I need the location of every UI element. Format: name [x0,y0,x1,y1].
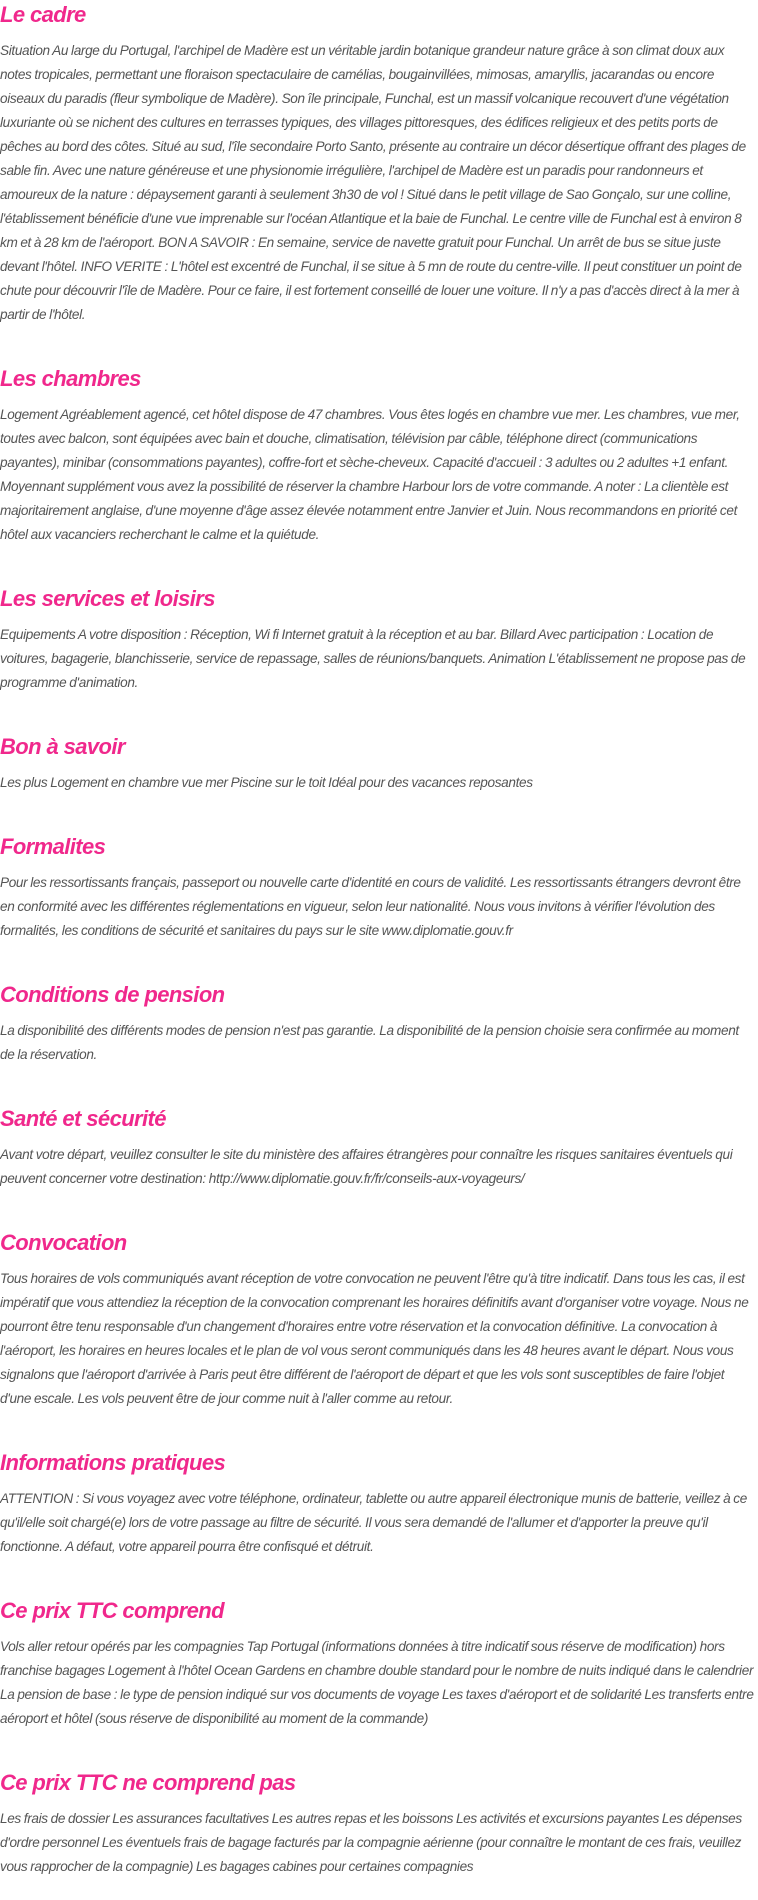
section-body: Equipements A votre disposition : Réception, Wi fi Internet gratuit à la réception et au bar. Billard Avec participation : Location de voitures, bagagerie, blanchisserie, service de repassage, salles de réunions/banquets. Animation L'établissement ne propose pas de programme d'animation. [0,627,746,690]
section-title: Les chambres [0,366,141,391]
section-formalites [0,833,756,943]
section-le-cadre [0,0,756,327]
section-body: Logement Agréablement agencé, cet hôtel dispose de 47 chambres. Vous êtes logés en chambre vue mer. Les chambres, vue mer, toutes avec balcon, sont équipées avec bain et douche, climatisation, télévision par câble, téléphone direct (communications payantes), minibar (consommations payantes), coffre-fort et sèche-cheveux. Capacité d'accueil : 3 adultes ou 2 adultes +1 enfant. Moyennant supplément vous avez la possibilité de réserver la chambre Harbour lors de votre commande. A noter : La clientèle est majoritairement anglaise, d'une moyenne d'âge assez élevée notamment entre Janvier et Juin. Nous recommandons en priorité cet hôtel aux vacanciers recherchant le calme et la quiétude. [0,407,740,542]
section-body: Tous horaires de vols communiqués avant réception de votre convocation ne peuvent l'être qu'à titre indicatif. Dans tous les cas, il est impératif que vous attendiez la réception de la convocation comprenant les horaires définitifs avant d'organiser votre voyage. Nous ne pourront être tenu responsable d'un changement d'horaires entre votre réservation et la convocation définitive. La convocation à l'aéroport, les horaires en heures locales et le plan de vol vous seront communiqués dans les 48 heures avant le départ. Nous vous signalons que l'aéroport d'arrivée à Paris peut être différent de l'aéroport de départ et que les vols sont susceptibles de faire l'objet d'une escale. Les vols peuvent être de jour comme nuit à l'aller comme au retour. [0,1271,749,1406]
section-title: Convocation [0,1230,127,1255]
section-title: Formalites [0,834,106,859]
section-title: Ce prix TTC comprend [0,1598,224,1623]
section-services-loisirs [0,585,756,695]
section-title: Conditions de pension [0,982,225,1007]
section-sante-securite [0,1105,756,1191]
section-body: La disponibilité des différents modes de pension n'est pas garantie. La disponibilité de la pension choisie sera confirmée au moment de la réservation. [0,1023,739,1062]
section-body: Pour les ressortissants français, passeport ou nouvelle carte d'identité en cours de validité. Les ressortissants étrangers devront être en conformité avec les différentes réglementations en vigueur, selon leur nationalité. Nous vous invitons à vérifier l'évolution des formalités, les conditions de sécurité et sanitaires du pays sur le site www.diplomatie.gouv.fr [0,875,741,938]
section-informations-pratiques [0,1449,756,1559]
section-title: Bon à savoir [0,734,125,759]
section-conditions-pension [0,981,756,1067]
section-title: Le cadre [0,2,86,27]
section-bon-a-savoir [0,733,756,795]
section-body: Les frais de dossier Les assurances facultatives Les autres repas et les boissons Les activités et excursions payantes Les dépenses d'ordre personnel Les éventuels frais de bagage facturés par la compagnie aérienne (pour connaître le montant de ces frais, veuillez vous rapprocher de la compagnie) Les bagages cabines pour certaines compagnies [0,1811,742,1874]
section-title: Informations pratiques [0,1450,226,1475]
section-body: Avant votre départ, veuillez consulter le site du ministère des affaires étrangères pour connaître les risques sanitaires éventuels qui peuvent concerner votre destination: http://www.diplomatie.gouv.fr/fr/conseils-aux-voyageurs/ [0,1147,733,1186]
section-les-chambres [0,365,756,547]
section-prix-comprend [0,1597,756,1731]
section-prix-ne-comprend-pas [0,1769,756,1879]
section-convocation [0,1229,756,1411]
section-body: Vols aller retour opérés par les compagnies Tap Portugal (informations données à titre indicatif sous réserve de modification) hors franchise bagages Logement à l'hôtel Ocean Gardens en chambre double standard pour le nombre de nuits indiqué dans le calendrier La pension de base : le type de pension indiqué sur vos documents de voyage Les taxes d'aéroport et de solidarité Les transferts entre aéroport et hôtel (sous réserve de disponibilité au moment de la commande) [0,1639,754,1726]
section-title: Les services et loisirs [0,586,215,611]
section-body: Situation Au large du Portugal, l'archipel de Madère est un véritable jardin botanique grandeur nature grâce à son climat doux aux notes tropicales, permettant une floraison spectaculaire de camélias, bougainvillées, mimosas, amaryllis, jacarandas ou encore oiseaux du paradis (fleur symbolique de Madère). Son île principale, Funchal, est un massif volcanique recouvert d'une végétation luxuriante où se nichent des cultures en terrasses typiques, des villages pittoresques, des édifices religieux et des petits ports de pêches au bord des côtes. Situé au sud, l'île secondaire Porto Santo, présente au contraire un décor désertique offrant des plages de sable fin. Avec une nature généreuse et une physionomie irrégulière, l'archipel de Madère est un paradis pour randonneurs et amoureux de la nature : dépaysement garanti à seulement 3h30 de vol ! Situé dans le petit village de Sao Gonçalo, sur une colline, l'établissement bénéficie d'une vue imprenable sur l'océan Atlantique et la baie de Funchal. Le centre ville de Funchal est à environ 8 km et à 28 km de l'aéroport. BON A SAVOIR : En semaine, service de navette gratuit pour Funchal. Un arrêt de bus se situe juste devant l'hôtel. INFO VERITE : L'hôtel est excentré de Funchal, il se situe à 5 mn de route du centre-ville. Il peut constituer un point de chute pour découvrir l'île de Madère. Pour ce faire, il est fortement conseillé de louer une voiture. Il n'y a pas d'accès direct à la mer à partir de l'hôtel. [0,43,746,322]
section-title: Ce prix TTC ne comprend pas [0,1770,296,1795]
section-body: Les plus Logement en chambre vue mer Piscine sur le toit Idéal pour des vacances reposantes [0,775,533,790]
section-body: ATTENTION : Si vous voyagez avec votre téléphone, ordinateur, tablette ou autre appareil électronique munis de batterie, veillez à ce qu'il/elle soit chargé(e) lors de votre passage au filtre de sécurité. Il vous sera demandé de l'allumer et d'apporter la preuve qu'il fonctionne. A défaut, votre appareil pourra être confisqué et détruit. [0,1491,747,1554]
section-title: Santé et sécurité [0,1106,166,1131]
